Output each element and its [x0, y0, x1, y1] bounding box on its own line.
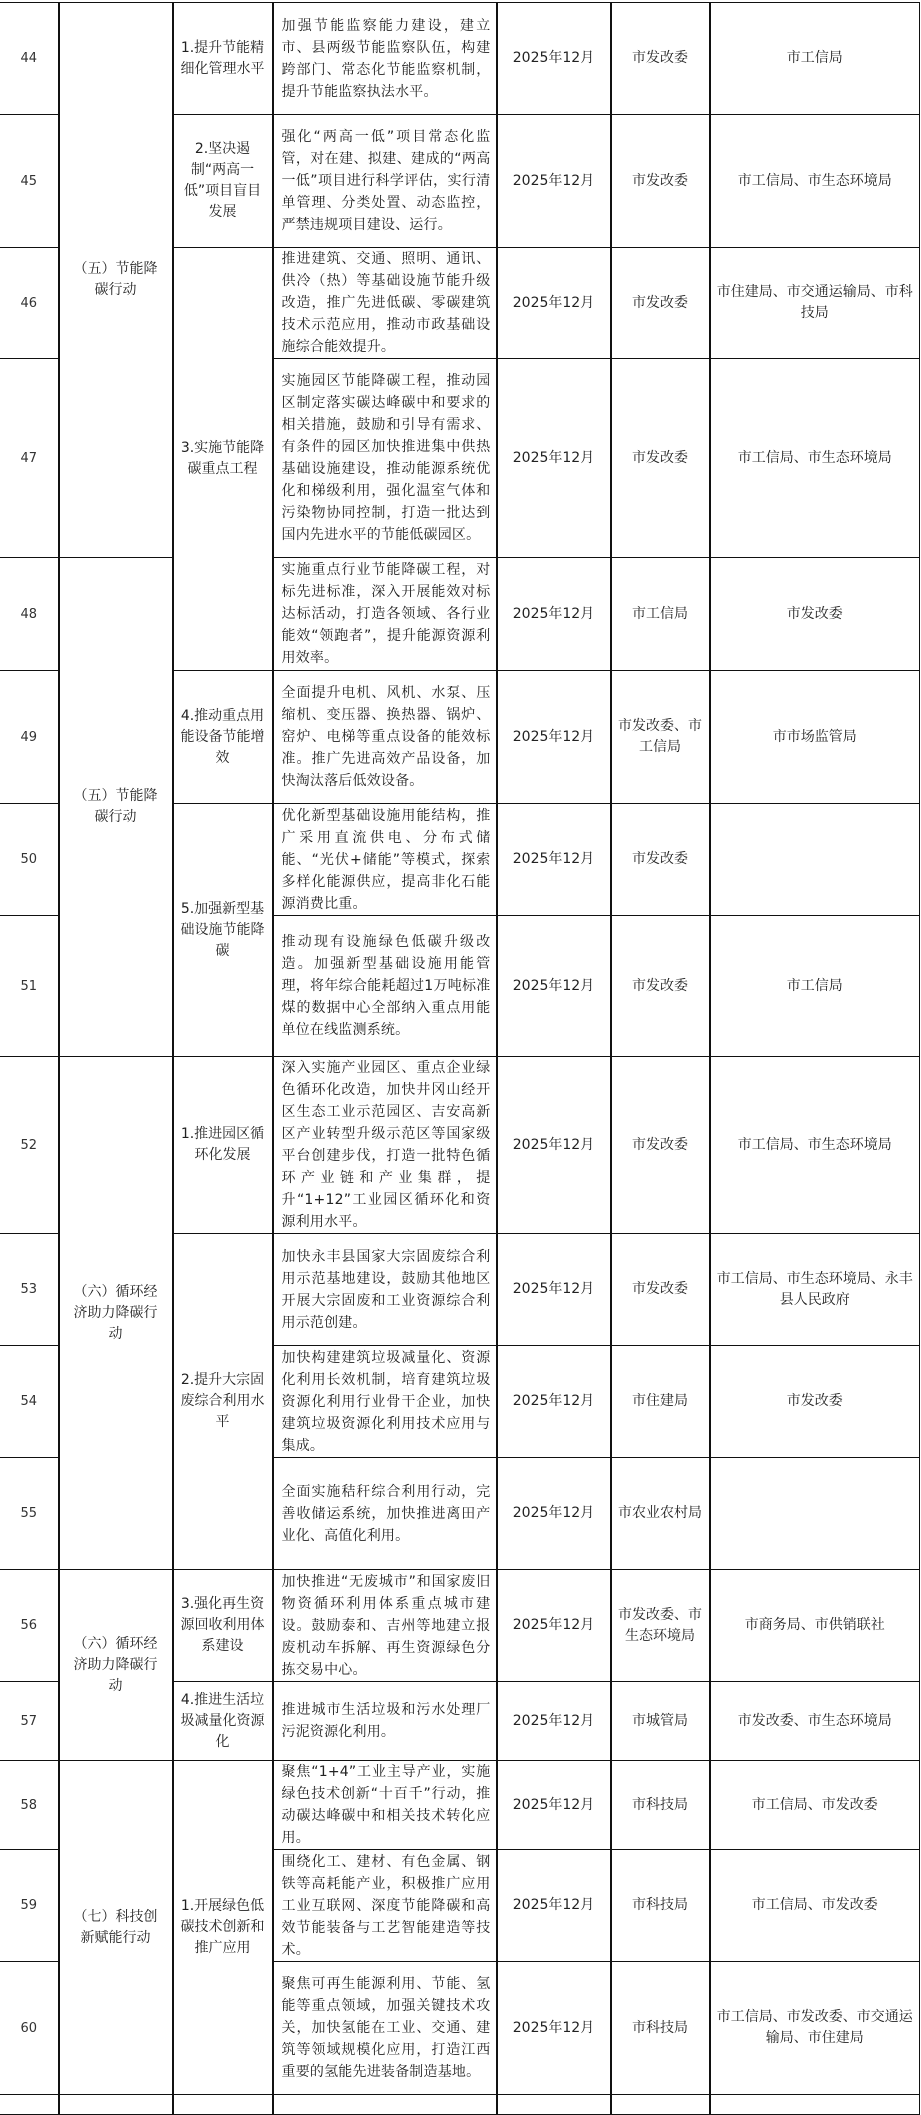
cooperating-departments: 市发改委: [710, 1346, 920, 1458]
item-label: 3.实施节能降碳重点工程: [180, 440, 265, 477]
row-number: 54: [0, 1346, 59, 1458]
item-label: 2.坚决遏制“两高一低”项目盲目发展: [183, 141, 262, 220]
deadline: 2025年12月: [497, 804, 611, 916]
deadline: 2025年12月: [497, 115, 611, 248]
deadline: 2025年12月: [497, 1458, 611, 1570]
cooperating-departments: 市工信局、市生态环境局: [710, 115, 920, 248]
task-description: 优化新型基础设施用能结构，推广采用直流供电、分布式储能、“光伏+储能”等模式，探索多样化能源供应，提高非化石能源消费比重。: [273, 804, 497, 916]
item-label: 2.提升大宗固废综合利用水平: [180, 1372, 265, 1430]
row-number: 52: [0, 1057, 59, 1234]
item-cell: [173, 804, 273, 1057]
cooperating-departments: 市工信局、市发改委: [710, 1850, 920, 1962]
deadline: 2025年12月: [497, 1346, 611, 1458]
lead-department: 市发改委: [611, 115, 710, 248]
lead-department: 市发改委: [611, 1057, 710, 1234]
task-description: 全面实施秸秆综合利用行动，完善收储运系统，加快推进离田产业化、高值化利用。: [273, 1458, 497, 1570]
item-cell: [173, 248, 273, 671]
task-description: 聚焦“1+4”工业主导产业，实施绿色技术创新“十百千”行动，推动碳达峰碳中和相关技术转化应用。: [273, 1761, 497, 1850]
cooperating-departments: 市发改委、市生态环境局: [710, 1682, 920, 1761]
table-row: [0, 1570, 920, 1682]
task-description: 全面提升电机、风机、水泵、压缩机、变压器、换热器、锅炉、窑炉、电梯等重点设备的能效标准。推广先进高效产品设备，加快淘汰落后低效设备。: [273, 671, 497, 804]
table-row: [0, 1761, 920, 1850]
deadline: 2025年12月: [497, 916, 611, 1057]
row-number: 57: [0, 1682, 59, 1761]
cooperating-departments: 市工信局、市发改委、市交通运输局、市住建局: [710, 1962, 920, 2095]
task-description: 实施园区节能降碳工程，推动园区制定落实碳达峰碳中和要求的相关措施，鼓励和引导有需求、有条件的园区加快推进集中供热基础设施建设，推动能源系统优化和梯级利用，强化温室气体和污染物协同控制，打造一批达到国内先进水平的节能低碳园区。: [273, 359, 497, 558]
lead-department: 市住建局: [611, 1346, 710, 1458]
task-description: 实施重点行业节能降碳工程，对标先进标准，深入开展能效对标达标活动，打造各领域、各行业能效“领跑者”，提升能源资源利用效率。: [273, 558, 497, 671]
empty-cell: [59, 2095, 173, 2115]
row-number: 44: [0, 3, 59, 115]
task-description: 聚焦可再生能源利用、节能、氢能等重点领域，加强关键技术攻关，加快氢能在工业、交通、建筑等领域规模化应用，打造江西重要的氢能先进装备制造基地。: [273, 1962, 497, 2095]
category-cell: [59, 1057, 173, 1570]
category-label: （五）节能降碳行动: [73, 261, 158, 298]
item-cell: [173, 1057, 273, 1234]
row-number: 53: [0, 1234, 59, 1346]
deadline: 2025年12月: [497, 359, 611, 558]
row-number: 46: [0, 248, 59, 359]
category-label: （五）节能降碳行动: [73, 788, 158, 825]
cooperating-departments: 市商务局、市供销联社: [710, 1570, 920, 1682]
lead-department: 市发改委: [611, 916, 710, 1057]
deadline: 2025年12月: [497, 1570, 611, 1682]
row-number: 56: [0, 1570, 59, 1682]
lead-department: 市发改委: [611, 1234, 710, 1346]
row-number: 55: [0, 1458, 59, 1570]
item-label: 5.加强新型基础设施节能降碳: [180, 900, 265, 959]
item-cell: [173, 3, 273, 115]
category-cell: [59, 1570, 173, 1761]
row-number: 49: [0, 671, 59, 804]
lead-department: 市科技局: [611, 1761, 710, 1850]
category-cell: [59, 558, 173, 1057]
row-number: 51: [0, 916, 59, 1057]
cooperating-departments: 市工信局、市生态环境局、永丰县人民政府: [710, 1234, 920, 1346]
table-row: [0, 558, 920, 671]
lead-department: 市城管局: [611, 1682, 710, 1761]
category-label: （七）科技创新赋能行动: [73, 1908, 158, 1946]
task-description: 加强节能监察能力建设，建立市、县两级节能监察队伍，构建跨部门、常态化节能监察机制，提升节能监察执法水平。: [273, 3, 497, 115]
task-description: 推进建筑、交通、照明、通讯、供冷（热）等基础设施节能升级改造，推广先进低碳、零碳建筑技术示范应用，推动市政基础设施综合能效提升。: [273, 248, 497, 359]
row-number: 45: [0, 115, 59, 248]
row-number: 58: [0, 1761, 59, 1850]
lead-department: [611, 671, 710, 804]
empty-cell: [273, 2095, 497, 2115]
cooperating-departments: 市工信局: [710, 916, 920, 1057]
lead-department: 市发改委: [611, 359, 710, 558]
category-cell: [59, 1761, 173, 2095]
table-row: [0, 1057, 920, 1234]
row-number: 60: [0, 1962, 59, 2095]
lead-department: [611, 1458, 710, 1570]
deadline: 2025年12月: [497, 1234, 611, 1346]
deadline: 2025年12月: [497, 1682, 611, 1761]
task-description: 推进城市生活垃圾和污水处理厂污泥资源化利用。: [273, 1682, 497, 1761]
deadline: 2025年12月: [497, 1962, 611, 2095]
empty-cell: [173, 2095, 273, 2115]
deadline: 2025年12月: [497, 1057, 611, 1234]
lead-department: [611, 1570, 710, 1682]
deadline: 2025年12月: [497, 671, 611, 804]
task-description: 加快推进“无废城市”和国家废旧物资循环利用体系重点城市建设。鼓励泰和、吉州等地建立报废机动车拆解、再生资源绿色分拣交易中心。: [273, 1570, 497, 1682]
deadline: 2025年12月: [497, 3, 611, 115]
cooperating-departments: [710, 1458, 920, 1570]
lead-department-text: 市发改委、市生态环境局: [618, 1606, 702, 1644]
lead-department: 市发改委: [611, 804, 710, 916]
deadline: 2025年12月: [497, 1850, 611, 1962]
lead-department-text: 市农业农村局: [618, 1505, 702, 1521]
cooperating-departments: [710, 804, 920, 916]
lead-department: 市科技局: [611, 1850, 710, 1962]
lead-department: 市工信局: [611, 558, 710, 671]
item-cell: [173, 1234, 273, 1570]
item-label: 1.提升节能精细化管理水平: [180, 39, 265, 77]
item-cell: [173, 1570, 273, 1682]
item-label: 1.推进园区循环化发展: [180, 1126, 265, 1163]
table-row: [0, 3, 920, 115]
row-number: 59: [0, 1850, 59, 1962]
cooperating-departments: 市工信局、市生态环境局: [710, 359, 920, 558]
lead-department: 市发改委: [611, 3, 710, 115]
category-cell: [59, 3, 173, 558]
task-description: 推动现有设施绿色低碳升级改造。加强新型基础设施用能管理，将年综合能耗超过1万吨标准煤的数据中心全部纳入重点用能单位在线监测系统。: [273, 916, 497, 1057]
task-description: 加快构建建筑垃圾减量化、资源化利用长效机制，培育建筑垃圾资源化利用行业骨干企业，加快建筑垃圾资源化利用技术应用与集成。: [273, 1346, 497, 1458]
task-description: 加快永丰县国家大宗固废综合利用示范基地建设，鼓励其他地区开展大宗固废和工业资源综合利用示范创建。: [273, 1234, 497, 1346]
item-label: 1.开展绿色低碳技术创新和推广应用: [180, 1898, 265, 1956]
lead-department-text: 市发改委、市工信局: [618, 718, 702, 755]
item-cell: [173, 1761, 273, 2095]
item-cell: [173, 115, 273, 248]
cooperating-departments: 市工信局: [710, 3, 920, 115]
item-cell: [173, 1682, 273, 1761]
empty-cell: [611, 2095, 710, 2115]
lead-department: 市科技局: [611, 1962, 710, 2095]
category-label: （六）循环经济助力降碳行动: [73, 1635, 158, 1694]
task-table: [0, 2, 920, 2115]
row-number: 47: [0, 359, 59, 558]
task-description: 围绕化工、建材、有色金属、钢铁等高耗能产业，积极推广应用工业互联网、深度节能降碳和高效节能装备与工艺智能建造等技术。: [273, 1850, 497, 1962]
empty-cell: [0, 2095, 59, 2115]
cooperating-departments: 市工信局、市发改委: [710, 1761, 920, 1850]
deadline: 2025年12月: [497, 1761, 611, 1850]
item-label: 3.强化再生资源回收利用体系建设: [180, 1596, 265, 1654]
row-number: 50: [0, 804, 59, 916]
category-label: （六）循环经济助力降碳行动: [73, 1283, 158, 1342]
item-label: 4.推动重点用能设备节能增效: [180, 707, 265, 766]
cooperating-departments: 市工信局、市生态环境局: [710, 1057, 920, 1234]
deadline: 2025年12月: [497, 248, 611, 359]
empty-cell: [497, 2095, 611, 2115]
empty-cell: [710, 2095, 920, 2115]
item-cell: [173, 671, 273, 804]
table-row-partial: [0, 2095, 920, 2115]
task-description: 深入实施产业园区、重点企业绿色循环化改造，加快井冈山经开区生态工业示范园区、吉安高新区产业转型升级示范区等国家级平台创建步伐，打造一批特色循环产业链和产业集群，提升“1+12”工业园区循环化和资源利用水平。: [273, 1057, 497, 1234]
cooperating-departments: 市发改委: [710, 558, 920, 671]
item-label: 4.推进生活垃圾减量化资源化: [180, 1691, 265, 1750]
lead-department: 市发改委: [611, 248, 710, 359]
cooperating-departments: 市市场监管局: [710, 671, 920, 804]
row-number: 48: [0, 558, 59, 671]
cooperating-departments: 市住建局、市交通运输局、市科技局: [710, 248, 920, 359]
task-description: 强化“两高一低”项目常态化监管，对在建、拟建、建成的“两高一低”项目进行科学评估，实行清单管理、分类处置、动态监控，严禁违规项目建设、运行。: [273, 115, 497, 248]
deadline: 2025年12月: [497, 558, 611, 671]
